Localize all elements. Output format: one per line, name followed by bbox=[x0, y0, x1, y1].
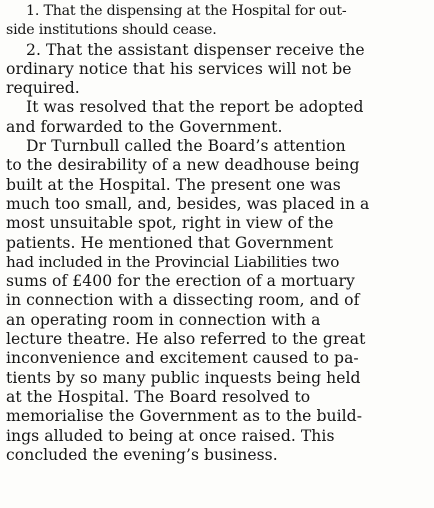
article-line: had included in the Provincial Liabilities two bbox=[6, 252, 340, 271]
article-line: ordinary notice that his services will not be bbox=[6, 59, 352, 78]
article-line: to the desirability of a new deadhouse being bbox=[6, 156, 360, 175]
article-line: in connection with a dissecting room, and of bbox=[6, 291, 360, 310]
article-line: required. bbox=[6, 79, 80, 98]
article-line: patients. He mentioned that Government bbox=[6, 233, 334, 252]
article-line: Dr Turnbull called the Board’s attention bbox=[26, 137, 346, 156]
article-line: inconvenience and excitement caused to pa- bbox=[6, 349, 359, 368]
article-line: memorialise the Government as to the build- bbox=[6, 407, 363, 426]
article-line: at the Hospital. The Board resolved to bbox=[6, 387, 311, 406]
article-line: ings alluded to being at once raised. This bbox=[6, 426, 335, 445]
article-line: 1. That the dispensing at the Hospital for out- bbox=[26, 3, 347, 19]
article-line: 2. That the assistant dispenser receive the bbox=[26, 40, 365, 59]
article-line: tients by so many public inquests being held bbox=[6, 368, 361, 387]
article-line: and forwarded to the Government. bbox=[6, 117, 283, 136]
article-line: much too small, and, besides, was placed in a bbox=[6, 194, 370, 213]
article-column bbox=[6, 2, 430, 465]
article-line: concluded the evening’s business. bbox=[6, 445, 278, 464]
article-line: lecture theatre. He also referred to the great bbox=[6, 330, 366, 349]
article-line: It was resolved that the report be adopted bbox=[26, 98, 364, 117]
article-line: most unsuitable spot, right in view of the bbox=[6, 214, 334, 233]
article-line: side institutions should cease. bbox=[6, 22, 217, 39]
article-line: an operating room in connection with a bbox=[6, 310, 321, 329]
article-line: built at the Hospital. The present one was bbox=[6, 175, 341, 194]
article-line: sums of £400 for the erection of a mortuary bbox=[6, 272, 355, 291]
